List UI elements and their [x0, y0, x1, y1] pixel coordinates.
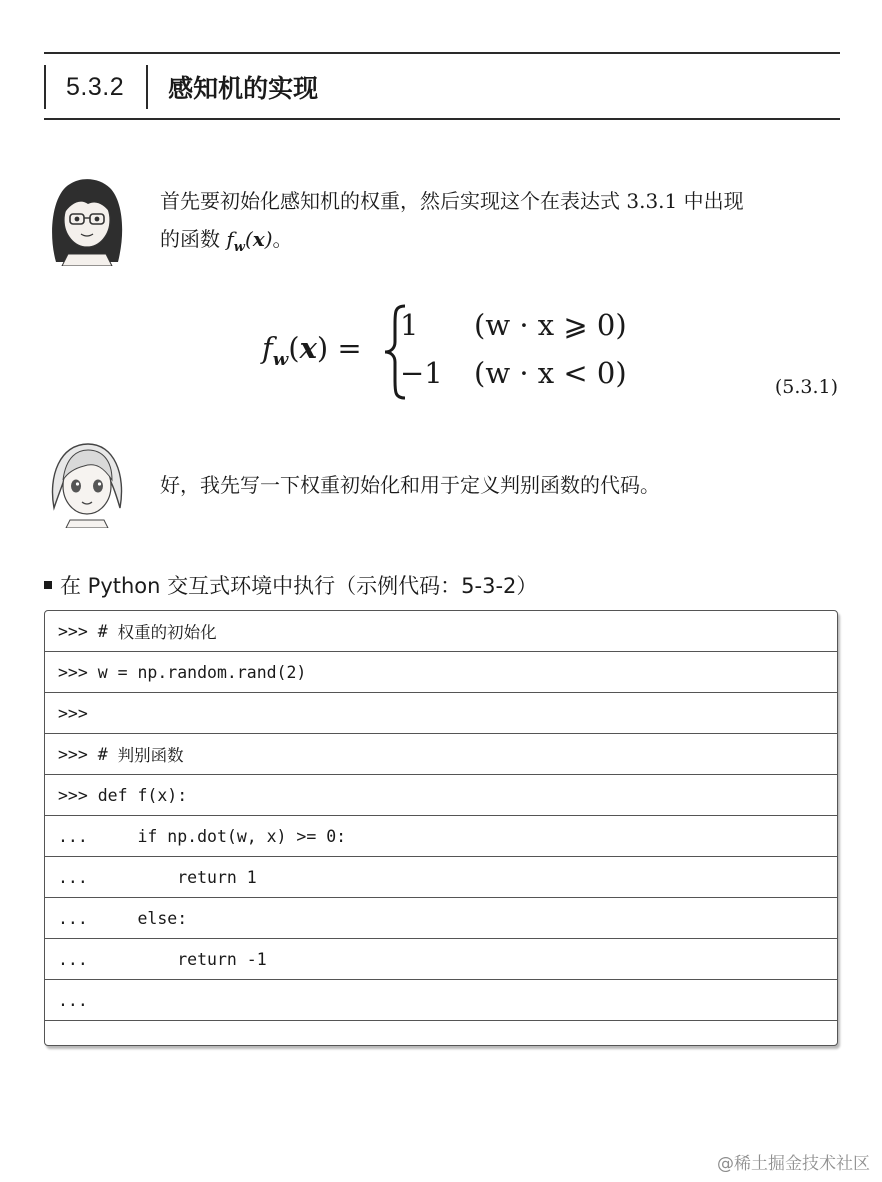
code-line: ... if np.dot(w, x) >= 0:	[45, 816, 837, 857]
equation-case-2-condition: (w · x < 0)	[474, 356, 627, 390]
equation-subscript-w: w	[272, 348, 289, 370]
example-title	[44, 570, 537, 600]
teacher-dialog	[160, 182, 844, 267]
inline-function-subscript-w: w	[233, 240, 245, 255]
teacher-dialog-line2-prefix: 的函数	[160, 227, 227, 251]
teacher-dialog-line2-suffix: 。	[272, 227, 293, 251]
code-line: ... return -1	[45, 939, 837, 980]
section-bottom-rule	[44, 118, 840, 120]
equation-5-3-1	[262, 304, 662, 400]
equation-f: f	[262, 331, 273, 365]
teacher-dialog-line2: 的函数 $f_w(x)$。	[160, 227, 293, 255]
equation-lhs: $f_w(x)$ =	[262, 331, 362, 370]
inline-function-arg-x: x	[252, 227, 265, 251]
inline-function-f: f	[226, 227, 234, 251]
code-line: ... else:	[45, 898, 837, 939]
equation-case-2-value: −1	[400, 356, 443, 390]
example-title-text: 在 Python 交互式环境中执行（示例代码：5-3-2）	[60, 574, 538, 598]
code-line: >>> # 判别函数	[45, 734, 837, 775]
section-top-rule	[44, 52, 840, 54]
equation-case-1-condition: (w · x ⩾ 0)	[474, 308, 627, 342]
teacher-dialog-line1: 首先要初始化感知机的权重，然后实现这个在表达式 3.3.1 中出现	[160, 189, 744, 213]
equation-number: (5.3.1)	[774, 376, 838, 398]
equation-case-1-value: 1	[400, 308, 419, 342]
section-number: 5.3.2	[66, 72, 125, 101]
section-header	[44, 64, 318, 110]
code-block	[44, 610, 838, 1046]
watermark: @稀土掘金技术社区	[717, 1154, 870, 1174]
teacher-avatar	[46, 174, 128, 266]
code-line: ...	[45, 980, 837, 1021]
section-title: 感知机的实现	[168, 74, 319, 103]
code-line: ... return 1	[45, 857, 837, 898]
student-dialog: 好，我先写一下权重初始化和用于定义判别函数的代码。	[160, 473, 660, 497]
equation-arg-x: x	[299, 331, 317, 365]
code-line: >>>	[45, 693, 837, 734]
bullet-square-icon	[44, 581, 52, 589]
code-line: >>> def f(x):	[45, 775, 837, 816]
code-line: >>> w = np.random.rand(2)	[45, 652, 837, 693]
code-line: >>> # 权重的初始化	[45, 611, 837, 652]
student-avatar	[46, 436, 128, 528]
